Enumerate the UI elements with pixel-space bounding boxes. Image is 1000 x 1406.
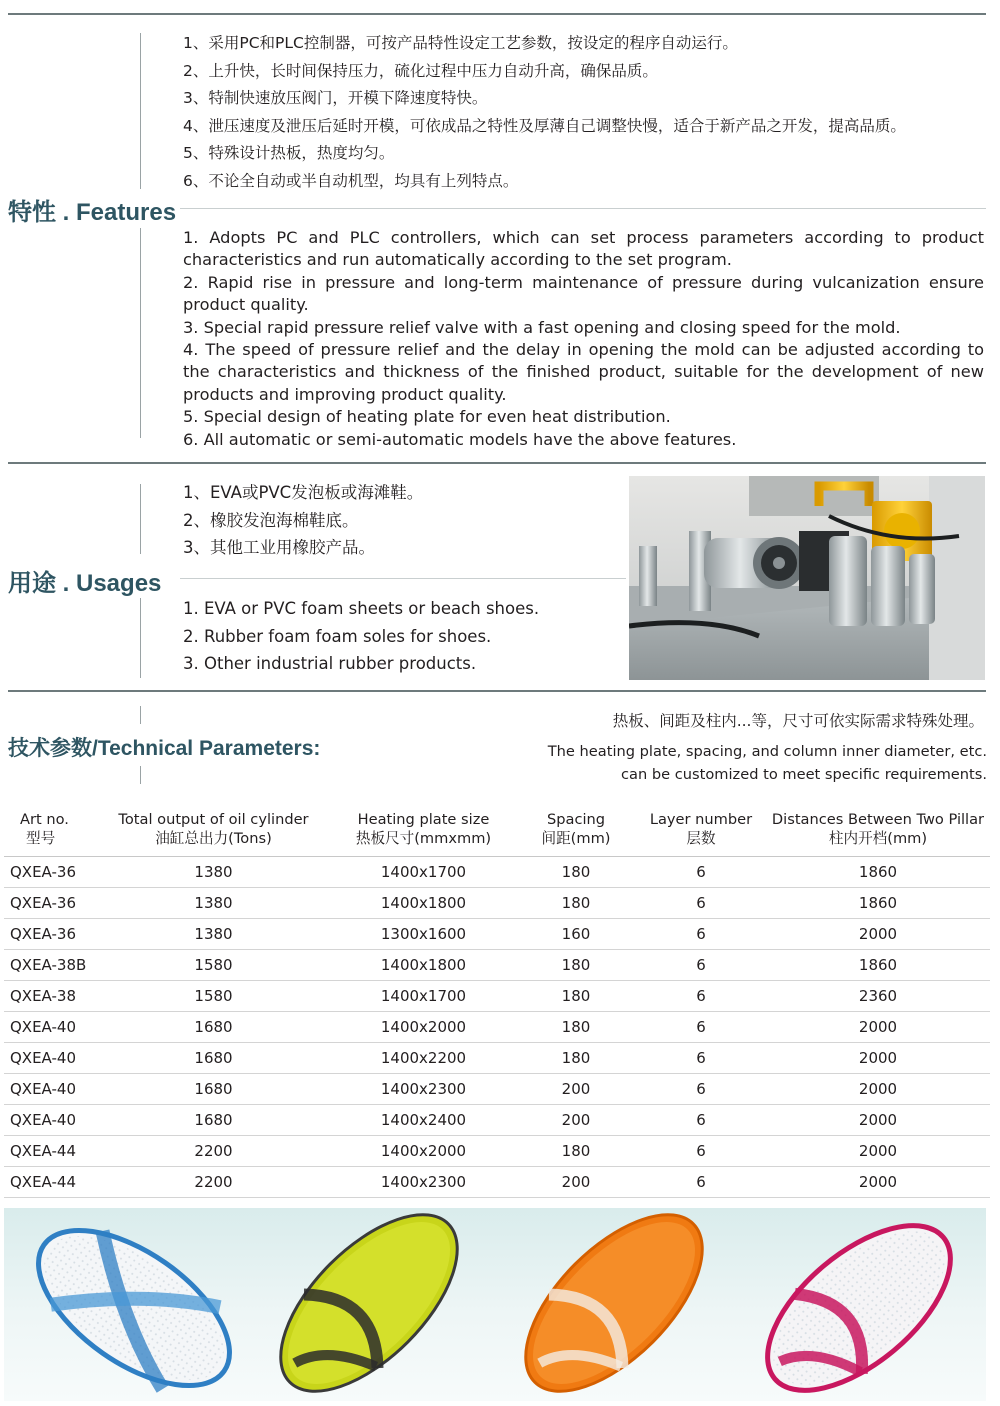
params-header-row (4, 801, 990, 857)
cell-spacing: 180 (516, 1136, 636, 1167)
cell-heating-plate: 1400x1800 (331, 888, 516, 919)
cell-art-no: QXEA-40 (4, 1012, 96, 1043)
cell-pillar-distance: 2000 (766, 1167, 990, 1198)
usages-title: 用途 . Usages (8, 570, 162, 597)
cell-oil-cylinder: 1680 (96, 1105, 331, 1136)
cell-oil-cylinder: 2200 (96, 1167, 331, 1198)
cell-art-no: QXEA-40 (4, 1105, 96, 1136)
usages-left-tick-bottom (140, 598, 141, 678)
cell-art-no: QXEA-40 (4, 1074, 96, 1105)
cell-heating-plate: 1400x1700 (331, 981, 516, 1012)
features-cn-item: 1、采用PC和PLC控制器，可按产品特性设定工艺参数，按设定的程序自动运行。 (183, 34, 738, 52)
features-en-item: 1. Adopts PC and PLC controllers, which can set process parameters according to product characteristics and run automatically according to the set program. (183, 228, 984, 270)
usages-left-tick-top (140, 484, 141, 554)
table-row (4, 981, 990, 1012)
features-cn-item: 5、特殊设计热板，热度均匀。 (183, 144, 395, 162)
cell-oil-cylinder: 1380 (96, 857, 331, 888)
table-row (4, 857, 990, 888)
hydraulic-unit-illustration (629, 476, 985, 680)
usages-en-item: 2. Rubber foam foam soles for shoes. (183, 626, 492, 646)
cell-oil-cylinder: 1380 (96, 888, 331, 919)
table-row (4, 1074, 990, 1105)
top-divider (8, 13, 986, 15)
cell-pillar-distance: 1860 (766, 857, 990, 888)
header-heating-plate: Heating plate size 热板尺寸(mmxmm) (331, 801, 516, 857)
cell-oil-cylinder: 2200 (96, 1136, 331, 1167)
blue-sandal (12, 1208, 255, 1401)
cell-spacing: 180 (516, 981, 636, 1012)
cell-heating-plate: 1400x2000 (331, 1012, 516, 1043)
params-table (4, 801, 990, 1198)
cell-oil-cylinder: 1580 (96, 950, 331, 981)
table-row (4, 1105, 990, 1136)
cell-spacing: 180 (516, 857, 636, 888)
cell-art-no: QXEA-44 (4, 1136, 96, 1167)
cell-pillar-distance: 2360 (766, 981, 990, 1012)
sandals-illustration (4, 1208, 986, 1401)
cell-oil-cylinder: 1580 (96, 981, 331, 1012)
cell-layer-number: 6 (636, 1105, 766, 1136)
features-bottom-divider (8, 462, 986, 464)
cell-layer-number: 6 (636, 950, 766, 981)
cell-heating-plate: 1400x1800 (331, 950, 516, 981)
features-cn-item: 4、泄压速度及泄压后延时开模，可依成品之特性及厚薄自己调整快慢，适合于新产品之开发，提高品质。 (183, 116, 906, 135)
cell-art-no: QXEA-36 (4, 857, 96, 888)
cell-heating-plate: 1400x2000 (331, 1136, 516, 1167)
params-note-cn: 热板、间距及柱内...等，尺寸可依实际需求特殊处理。 (612, 712, 984, 730)
cell-oil-cylinder: 1380 (96, 919, 331, 950)
cell-pillar-distance: 2000 (766, 1136, 990, 1167)
cell-spacing: 160 (516, 919, 636, 950)
header-oil-cylinder: Total output of oil cylinder 油缸总出力(Tons) (96, 801, 331, 857)
usages-cn-list (183, 479, 423, 562)
sandal-banner (4, 1208, 986, 1401)
cell-spacing: 180 (516, 888, 636, 919)
cell-layer-number: 6 (636, 981, 766, 1012)
features-en-item: 4. The speed of pressure relief and the delay in opening the mold can be adjusted according to the characteristics and thickness of the finished product, suitable for the development of new products and improving product quality. (183, 340, 984, 404)
lime-sandal (251, 1208, 487, 1401)
cell-art-no: QXEA-36 (4, 919, 96, 950)
cell-layer-number: 6 (636, 1012, 766, 1043)
params-note-en-line2: can be customized to meet specific requirements. (621, 766, 987, 783)
cell-layer-number: 6 (636, 1136, 766, 1167)
magenta-sandal (739, 1208, 978, 1401)
cell-heating-plate: 1400x2200 (331, 1043, 516, 1074)
cell-art-no: QXEA-40 (4, 1043, 96, 1074)
table-row (4, 1136, 990, 1167)
orange-sandal (496, 1208, 732, 1401)
usages-mid-divider (180, 578, 626, 579)
features-left-tick-top (140, 33, 141, 189)
cell-layer-number: 6 (636, 1043, 766, 1074)
cell-heating-plate: 1300x1600 (331, 919, 516, 950)
usages-en-list (183, 595, 539, 678)
cell-pillar-distance: 2000 (766, 1105, 990, 1136)
features-en-item: 2. Rapid rise in pressure and long-term maintenance of pressure during vulcanization ensure product quality. (183, 272, 984, 315)
cell-oil-cylinder: 1680 (96, 1012, 331, 1043)
usages-en-item: 3. Other industrial rubber products. (183, 654, 477, 673)
cell-heating-plate: 1400x2300 (331, 1167, 516, 1198)
features-en-item: 3. Special rapid pressure relief valve with a fast opening and closing speed for the mold. (183, 317, 901, 337)
table-row (4, 1043, 990, 1074)
usages-cn-item: 1、EVA或PVC发泡板或海滩鞋。 (183, 483, 424, 502)
cell-pillar-distance: 2000 (766, 1012, 990, 1043)
header-pillar-distance: Distances Between Two Pillar 柱内开档(mm) (766, 801, 990, 857)
table-row (4, 919, 990, 950)
cell-pillar-distance: 2000 (766, 1043, 990, 1074)
cell-oil-cylinder: 1680 (96, 1074, 331, 1105)
table-row (4, 888, 990, 919)
cell-spacing: 200 (516, 1105, 636, 1136)
usages-bottom-divider (8, 690, 986, 692)
cell-heating-plate: 1400x1700 (331, 857, 516, 888)
params-left-tick-bottom (140, 766, 141, 784)
cell-spacing: 180 (516, 1012, 636, 1043)
params-title: 技术参数/Technical Parameters: (8, 737, 321, 760)
cell-art-no: QXEA-44 (4, 1167, 96, 1198)
cell-heating-plate: 1400x2300 (331, 1074, 516, 1105)
features-title: 特性 . Features (8, 199, 177, 226)
features-en-item: 6. All automatic or semi-automatic models have the above features. (183, 429, 737, 449)
cell-layer-number: 6 (636, 1074, 766, 1105)
cell-pillar-distance: 2000 (766, 1074, 990, 1105)
features-left-tick-bottom (140, 228, 141, 438)
cell-oil-cylinder: 1680 (96, 1043, 331, 1074)
machine-photo (629, 476, 985, 680)
cell-layer-number: 6 (636, 857, 766, 888)
cell-pillar-distance: 1860 (766, 950, 990, 981)
cell-layer-number: 6 (636, 1167, 766, 1198)
cell-art-no: QXEA-38B (4, 950, 96, 981)
usages-en-item: 1. EVA or PVC foam sheets or beach shoes. (183, 599, 540, 618)
usages-cn-item: 3、其他工业用橡胶产品。 (183, 538, 375, 557)
cell-spacing: 200 (516, 1167, 636, 1198)
header-spacing: Spacing 间距(mm) (516, 801, 636, 857)
cell-heating-plate: 1400x2400 (331, 1105, 516, 1136)
table-row (4, 1167, 990, 1198)
features-cn-item: 3、特制快速放压阀门，开模下降速度特快。 (183, 89, 488, 107)
features-mid-divider (180, 208, 986, 209)
features-en-item: 5. Special design of heating plate for even heat distribution. (183, 407, 671, 427)
cell-spacing: 180 (516, 1043, 636, 1074)
usages-cn-item: 2、橡胶发泡海棉鞋底。 (183, 510, 359, 530)
cell-layer-number: 6 (636, 888, 766, 919)
features-cn-item: 2、上升快，长时间保持压力，硫化过程中压力自动升高，确保品质。 (183, 61, 658, 80)
cell-layer-number: 6 (636, 919, 766, 950)
table-row (4, 1012, 990, 1043)
cell-pillar-distance: 1860 (766, 888, 990, 919)
features-cn-item: 6、不论全自动或半自动机型，均具有上列特点。 (183, 171, 519, 190)
table-row (4, 950, 990, 981)
params-note-en (548, 740, 987, 786)
cell-spacing: 200 (516, 1074, 636, 1105)
cell-pillar-distance: 2000 (766, 919, 990, 950)
features-en-block (183, 227, 984, 451)
cell-art-no: QXEA-38 (4, 981, 96, 1012)
params-note-en-line1: The heating plate, spacing, and column inner diameter, etc. (547, 743, 987, 760)
cell-art-no: QXEA-36 (4, 888, 96, 919)
header-art-no: Art no. 型号 (4, 801, 96, 857)
header-layer-number: Layer number 层数 (636, 801, 766, 857)
features-cn-list (183, 30, 906, 195)
params-left-tick-top (140, 706, 141, 724)
cell-spacing: 180 (516, 950, 636, 981)
